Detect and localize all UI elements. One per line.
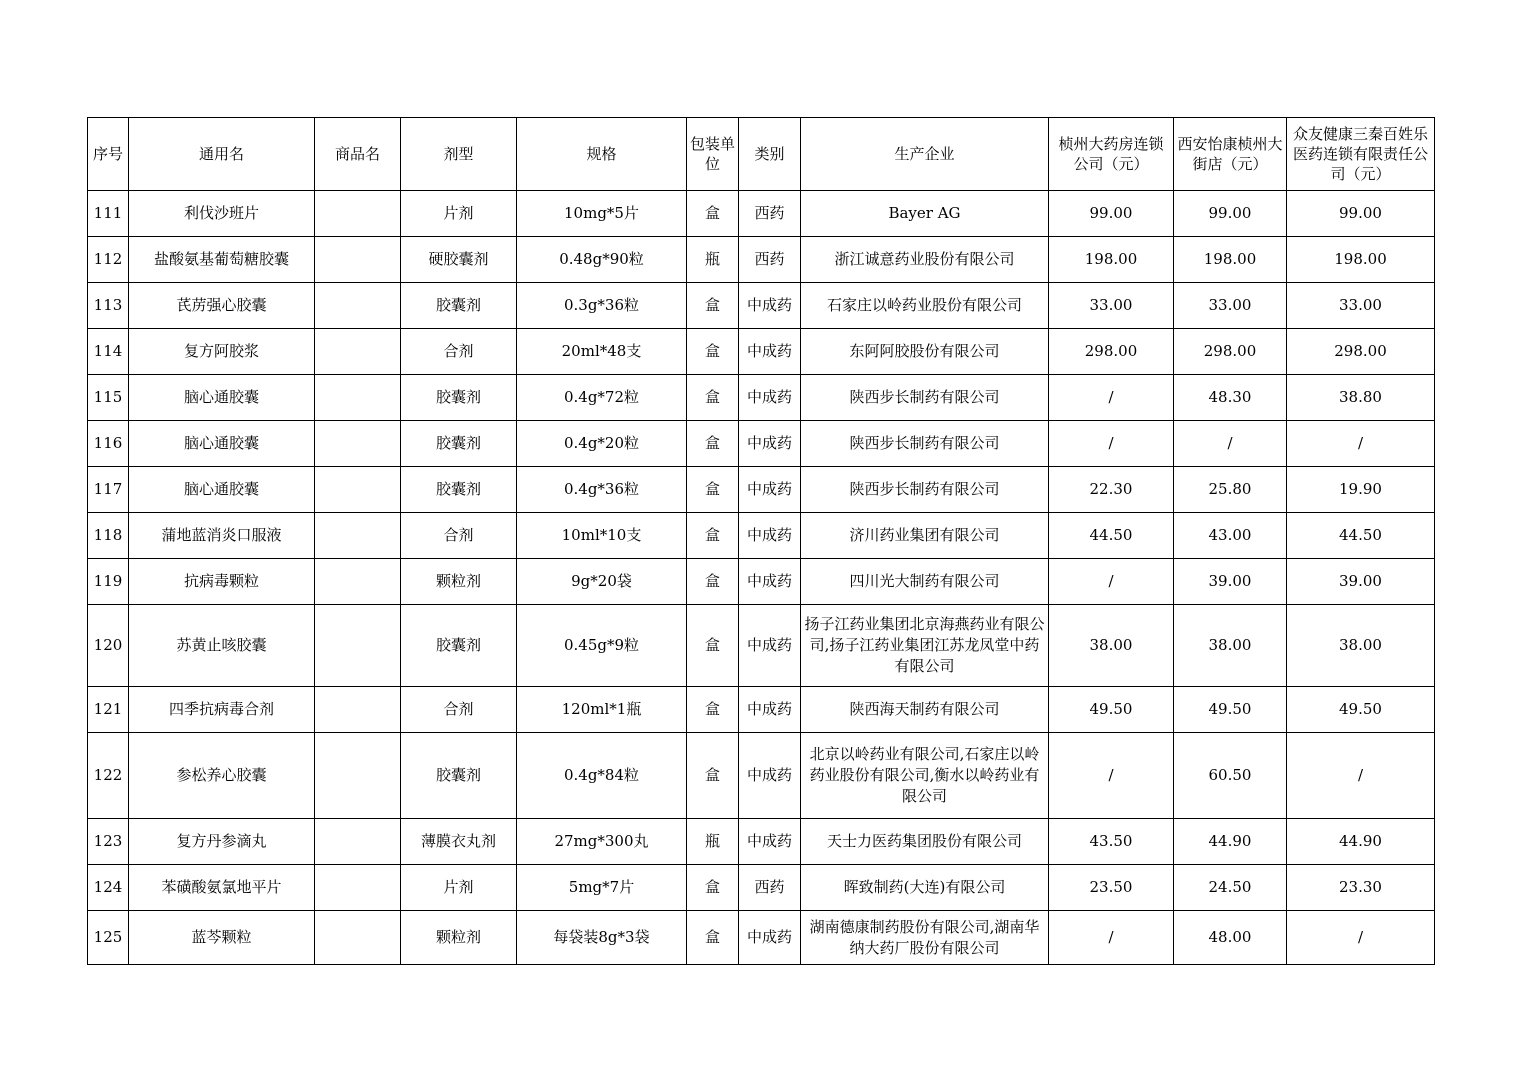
cell-specification: 0.45g*9粒	[517, 605, 687, 687]
cell-price-store-1: 298.00	[1049, 329, 1174, 375]
cell-price-store-2: 49.50	[1174, 687, 1287, 733]
cell-generic-name: 四季抗病毒合剂	[129, 687, 315, 733]
cell-price-store-3: 298.00	[1287, 329, 1435, 375]
cell-index: 122	[88, 733, 129, 819]
table-row	[88, 191, 1435, 237]
cell-trade-name	[315, 329, 401, 375]
cell-price-store-2: 48.00	[1174, 911, 1287, 965]
cell-trade-name	[315, 605, 401, 687]
table-row	[88, 421, 1435, 467]
cell-generic-name: 脑心通胶囊	[129, 467, 315, 513]
cell-package-unit: 盒	[687, 421, 739, 467]
cell-specification: 27mg*300丸	[517, 819, 687, 865]
cell-package-unit: 盒	[687, 911, 739, 965]
cell-price-store-3: 23.30	[1287, 865, 1435, 911]
cell-dosage-form: 胶囊剂	[401, 605, 517, 687]
cell-price-store-3: /	[1287, 733, 1435, 819]
cell-category: 中成药	[739, 911, 801, 965]
cell-price-store-2: 25.80	[1174, 467, 1287, 513]
cell-specification: 0.4g*36粒	[517, 467, 687, 513]
cell-category: 中成药	[739, 559, 801, 605]
cell-index: 112	[88, 237, 129, 283]
cell-specification: 0.3g*36粒	[517, 283, 687, 329]
cell-index: 114	[88, 329, 129, 375]
cell-trade-name	[315, 733, 401, 819]
cell-price-store-3: 44.50	[1287, 513, 1435, 559]
cell-specification: 20ml*48支	[517, 329, 687, 375]
cell-price-store-1: 44.50	[1049, 513, 1174, 559]
cell-generic-name: 苯磺酸氨氯地平片	[129, 865, 315, 911]
cell-manufacturer: 陕西海天制药有限公司	[801, 687, 1049, 733]
cell-index: 125	[88, 911, 129, 965]
table-row	[88, 819, 1435, 865]
cell-specification: 5mg*7片	[517, 865, 687, 911]
cell-dosage-form: 颗粒剂	[401, 559, 517, 605]
cell-package-unit: 瓶	[687, 819, 739, 865]
cell-price-store-2: 60.50	[1174, 733, 1287, 819]
header-row	[88, 118, 1435, 191]
cell-trade-name	[315, 819, 401, 865]
cell-package-unit: 盒	[687, 283, 739, 329]
cell-specification: 0.4g*72粒	[517, 375, 687, 421]
cell-price-store-3: 49.50	[1287, 687, 1435, 733]
cell-price-store-3: /	[1287, 911, 1435, 965]
table-row	[88, 283, 1435, 329]
cell-specification: 每袋装8g*3袋	[517, 911, 687, 965]
price-table	[87, 117, 1435, 965]
cell-price-store-3: 38.00	[1287, 605, 1435, 687]
cell-category: 中成药	[739, 513, 801, 559]
cell-index: 113	[88, 283, 129, 329]
cell-generic-name: 盐酸氨基葡萄糖胶囊	[129, 237, 315, 283]
cell-index: 124	[88, 865, 129, 911]
table-row	[88, 911, 1435, 965]
cell-manufacturer: 天士力医药集团股份有限公司	[801, 819, 1049, 865]
cell-package-unit: 盒	[687, 559, 739, 605]
cell-category: 中成药	[739, 329, 801, 375]
cell-price-store-1: 99.00	[1049, 191, 1174, 237]
cell-package-unit: 盒	[687, 605, 739, 687]
table-row	[88, 687, 1435, 733]
cell-generic-name: 利伐沙班片	[129, 191, 315, 237]
cell-price-store-1: 38.00	[1049, 605, 1174, 687]
cell-index: 119	[88, 559, 129, 605]
cell-category: 中成药	[739, 819, 801, 865]
cell-price-store-2: 24.50	[1174, 865, 1287, 911]
cell-category: 中成药	[739, 605, 801, 687]
cell-category: 中成药	[739, 687, 801, 733]
cell-trade-name	[315, 283, 401, 329]
cell-specification: 10ml*10支	[517, 513, 687, 559]
cell-category: 中成药	[739, 733, 801, 819]
cell-manufacturer: 浙江诚意药业股份有限公司	[801, 237, 1049, 283]
cell-manufacturer: 北京以岭药业有限公司,石家庄以岭药业股份有限公司,衡水以岭药业有限公司	[801, 733, 1049, 819]
cell-trade-name	[315, 375, 401, 421]
cell-trade-name	[315, 421, 401, 467]
cell-price-store-3: 19.90	[1287, 467, 1435, 513]
cell-specification: 9g*20袋	[517, 559, 687, 605]
header-cell-generic-name: 通用名	[129, 118, 315, 191]
cell-price-store-2: 39.00	[1174, 559, 1287, 605]
cell-dosage-form: 合剂	[401, 687, 517, 733]
cell-index: 117	[88, 467, 129, 513]
cell-generic-name: 脑心通胶囊	[129, 375, 315, 421]
table-row	[88, 733, 1435, 819]
cell-price-store-2: 99.00	[1174, 191, 1287, 237]
header-cell-manufacturer: 生产企业	[801, 118, 1049, 191]
cell-price-store-2: 43.00	[1174, 513, 1287, 559]
cell-dosage-form: 合剂	[401, 513, 517, 559]
table-row	[88, 559, 1435, 605]
cell-dosage-form: 片剂	[401, 191, 517, 237]
cell-price-store-1: 49.50	[1049, 687, 1174, 733]
header-cell-price-store-3: 众友健康三秦百姓乐医药连锁有限责任公司（元）	[1287, 118, 1435, 191]
cell-dosage-form: 胶囊剂	[401, 421, 517, 467]
cell-price-store-2: 198.00	[1174, 237, 1287, 283]
cell-package-unit: 盒	[687, 513, 739, 559]
cell-specification: 0.4g*84粒	[517, 733, 687, 819]
cell-dosage-form: 颗粒剂	[401, 911, 517, 965]
table-row	[88, 513, 1435, 559]
table-row	[88, 375, 1435, 421]
cell-index: 121	[88, 687, 129, 733]
cell-package-unit: 盒	[687, 375, 739, 421]
cell-category: 西药	[739, 237, 801, 283]
cell-price-store-2: 38.00	[1174, 605, 1287, 687]
table-row	[88, 329, 1435, 375]
cell-price-store-1: 22.30	[1049, 467, 1174, 513]
cell-price-store-2: 33.00	[1174, 283, 1287, 329]
cell-package-unit: 瓶	[687, 237, 739, 283]
cell-price-store-1: /	[1049, 421, 1174, 467]
header-cell-package-unit: 包装单位	[687, 118, 739, 191]
cell-specification: 120ml*1瓶	[517, 687, 687, 733]
cell-index: 116	[88, 421, 129, 467]
cell-dosage-form: 硬胶囊剂	[401, 237, 517, 283]
table-row	[88, 605, 1435, 687]
cell-manufacturer: 湖南德康制药股份有限公司,湖南华纳大药厂股份有限公司	[801, 911, 1049, 965]
cell-package-unit: 盒	[687, 191, 739, 237]
cell-trade-name	[315, 467, 401, 513]
cell-trade-name	[315, 559, 401, 605]
cell-trade-name	[315, 513, 401, 559]
cell-manufacturer: 陕西步长制药有限公司	[801, 375, 1049, 421]
cell-index: 115	[88, 375, 129, 421]
cell-price-store-1: /	[1049, 559, 1174, 605]
cell-generic-name: 蒲地蓝消炎口服液	[129, 513, 315, 559]
cell-trade-name	[315, 865, 401, 911]
cell-dosage-form: 胶囊剂	[401, 467, 517, 513]
cell-price-store-3: /	[1287, 421, 1435, 467]
cell-price-store-1: 198.00	[1049, 237, 1174, 283]
cell-price-store-3: 33.00	[1287, 283, 1435, 329]
cell-package-unit: 盒	[687, 687, 739, 733]
cell-price-store-2: 44.90	[1174, 819, 1287, 865]
cell-price-store-2: 298.00	[1174, 329, 1287, 375]
cell-generic-name: 参松养心胶囊	[129, 733, 315, 819]
cell-dosage-form: 胶囊剂	[401, 283, 517, 329]
cell-specification: 0.48g*90粒	[517, 237, 687, 283]
cell-dosage-form: 合剂	[401, 329, 517, 375]
header-cell-price-store-1: 桢州大药房连锁公司（元）	[1049, 118, 1174, 191]
cell-dosage-form: 片剂	[401, 865, 517, 911]
cell-price-store-3: 39.00	[1287, 559, 1435, 605]
cell-dosage-form: 薄膜衣丸剂	[401, 819, 517, 865]
cell-price-store-3: 99.00	[1287, 191, 1435, 237]
header-cell-trade-name: 商品名	[315, 118, 401, 191]
cell-trade-name	[315, 911, 401, 965]
cell-price-store-1: 43.50	[1049, 819, 1174, 865]
cell-category: 西药	[739, 865, 801, 911]
cell-generic-name: 复方丹参滴丸	[129, 819, 315, 865]
cell-price-store-1: 23.50	[1049, 865, 1174, 911]
cell-generic-name: 脑心通胶囊	[129, 421, 315, 467]
cell-category: 中成药	[739, 467, 801, 513]
cell-index: 123	[88, 819, 129, 865]
cell-price-store-2: /	[1174, 421, 1287, 467]
cell-manufacturer: 石家庄以岭药业股份有限公司	[801, 283, 1049, 329]
table-row	[88, 467, 1435, 513]
cell-package-unit: 盒	[687, 329, 739, 375]
cell-trade-name	[315, 687, 401, 733]
cell-price-store-3: 38.80	[1287, 375, 1435, 421]
cell-category: 中成药	[739, 375, 801, 421]
cell-price-store-1: /	[1049, 733, 1174, 819]
cell-specification: 10mg*5片	[517, 191, 687, 237]
cell-trade-name	[315, 191, 401, 237]
header-cell-specification: 规格	[517, 118, 687, 191]
cell-category: 中成药	[739, 283, 801, 329]
cell-generic-name: 复方阿胶浆	[129, 329, 315, 375]
cell-dosage-form: 胶囊剂	[401, 375, 517, 421]
header-cell-dosage-form: 剂型	[401, 118, 517, 191]
cell-category: 西药	[739, 191, 801, 237]
cell-trade-name	[315, 237, 401, 283]
cell-manufacturer: 陕西步长制药有限公司	[801, 421, 1049, 467]
cell-manufacturer: 晖致制药(大连)有限公司	[801, 865, 1049, 911]
cell-index: 111	[88, 191, 129, 237]
cell-specification: 0.4g*20粒	[517, 421, 687, 467]
cell-index: 118	[88, 513, 129, 559]
cell-generic-name: 芪苈强心胶囊	[129, 283, 315, 329]
cell-price-store-1: /	[1049, 375, 1174, 421]
cell-index: 120	[88, 605, 129, 687]
cell-manufacturer: 扬子江药业集团北京海燕药业有限公司,扬子江药业集团江苏龙凤堂中药有限公司	[801, 605, 1049, 687]
cell-manufacturer: 东阿阿胶股份有限公司	[801, 329, 1049, 375]
header-cell-index: 序号	[88, 118, 129, 191]
cell-price-store-2: 48.30	[1174, 375, 1287, 421]
cell-manufacturer: 陕西步长制药有限公司	[801, 467, 1049, 513]
table-row	[88, 865, 1435, 911]
cell-price-store-1: 33.00	[1049, 283, 1174, 329]
cell-price-store-3: 198.00	[1287, 237, 1435, 283]
table-row	[88, 237, 1435, 283]
cell-generic-name: 蓝芩颗粒	[129, 911, 315, 965]
cell-price-store-3: 44.90	[1287, 819, 1435, 865]
cell-generic-name: 抗病毒颗粒	[129, 559, 315, 605]
cell-manufacturer: 四川光大制药有限公司	[801, 559, 1049, 605]
header-cell-category: 类别	[739, 118, 801, 191]
cell-price-store-1: /	[1049, 911, 1174, 965]
cell-package-unit: 盒	[687, 865, 739, 911]
cell-package-unit: 盒	[687, 733, 739, 819]
header-cell-price-store-2: 西安怡康桢州大街店（元）	[1174, 118, 1287, 191]
cell-package-unit: 盒	[687, 467, 739, 513]
cell-manufacturer: Bayer AG	[801, 191, 1049, 237]
cell-dosage-form: 胶囊剂	[401, 733, 517, 819]
cell-category: 中成药	[739, 421, 801, 467]
cell-manufacturer: 济川药业集团有限公司	[801, 513, 1049, 559]
cell-generic-name: 苏黄止咳胶囊	[129, 605, 315, 687]
